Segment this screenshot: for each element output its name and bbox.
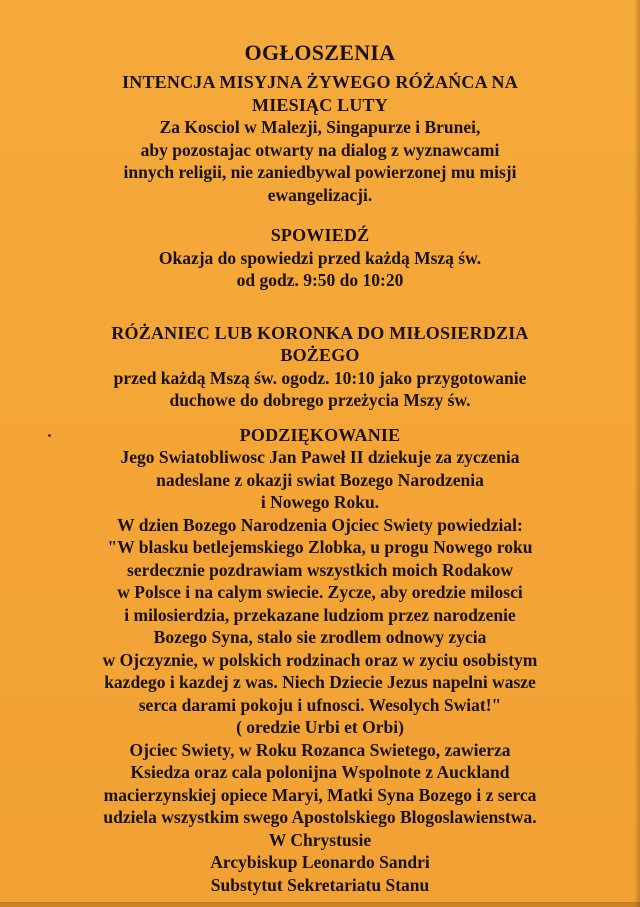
intention-line: aby pozostajac otwarty na dialog z wyznawcami [140,139,500,160]
rosary-heading-line-1: RÓŻANIEC LUB KORONKA DO MIŁOSIERDZIA [111,322,529,343]
thanks-section [60,424,580,897]
thanks-line: w Polsce i na calym swiecie. Zycze, aby oredzie milosci [117,582,523,602]
thanks-line: udziela wszystkim swego Apostolskiego Blogoslawienstwa. [103,807,537,827]
thanks-heading: PODZIĘKOWANIE [239,424,401,445]
print-speck [48,434,51,437]
page-right-edge [634,0,640,907]
intention-line: innych religii, nie zaniedbywal powierzonej mu misji [123,162,517,182]
page-bottom-edge [0,902,640,907]
thanks-line: Jego Swiatobliwosc Jan Paweł II dziekuje za zyczenia [120,447,520,467]
intention-heading-line-2: MIESIĄC LUTY [252,94,388,115]
thanks-line: ( oredzie Urbi et Orbi) [236,717,404,737]
thanks-line: serdecznie pozdrawiam wszystkich moich Rodakow [127,559,513,580]
thanks-line: kazdego i kazdej z was. Niech Dziecie Jezus napelni wasze [104,672,536,692]
thanks-line: Substytut Sekretariatu Stanu [210,874,430,895]
intention-line: Za Kosciol w Malezji, Singapurze i Brunei, [159,117,481,137]
thanks-line: Ojciec Swiety, w Roku Rozanca Swietego, zawierza [129,739,511,760]
thanks-line: Bozego Syna, stalo sie zrodlem odnowy zycia [153,627,487,647]
rosary-line: duchowe do dobrego przeżycia Mszy św. [169,390,471,410]
thanks-line: macierzynskiej opiece Maryi, Matki Syna Bozego i z serca [103,784,537,805]
confession-line: od godz. 9:50 do 10:20 [236,270,404,290]
thanks-line: i milosierdzia, przekazane ludziom przez narodzenie [124,604,516,625]
thanks-line: serca darami pokoju i ufnosci. Wesolych Swiat!" [138,694,502,715]
thanks-line: W Chrystusie [268,829,372,850]
thanks-line: i Nowego Roku. [260,492,380,512]
intention-line: ewangelizacji. [267,184,373,205]
confession-heading: SPOWIEDŹ [270,225,370,245]
page-title: OGŁOSZENIA [244,40,396,65]
announcements [60,38,580,896]
thanks-line: W dzien Bozego Narodzenia Ojciec Swiety powiedzial: [117,514,523,535]
rosary-heading-line-2: BOŻEGO [280,345,360,365]
rosary-line: przed każdą Mszą św. ogodz. 10:10 jako przygotowanie [113,367,527,388]
thanks-line: Arcybiskup Leonardo Sandri [210,852,430,872]
intention-section [60,71,580,206]
thanks-line: nadeslane z okazji swiat Bozego Narodzenia [156,469,484,490]
rosary-section [60,322,580,412]
intention-heading-line-1: INTENCJA MISYJNA ŻYWEGO RÓŻAŃCA NA [122,72,518,92]
thanks-line: Ksiedza oraz cala polonijna Wspolnote z Auckland [130,762,510,782]
thanks-line: w Ojczyznie, w polskich rodzinach oraz w zyciu osobistym [102,649,538,670]
confession-line: Okazja do spowiedzi przed każdą Mszą św. [158,247,482,268]
confession-section [60,224,580,292]
thanks-line: "W blasku betlejemskiego Zlobka, u progu Nowego roku [107,537,533,557]
